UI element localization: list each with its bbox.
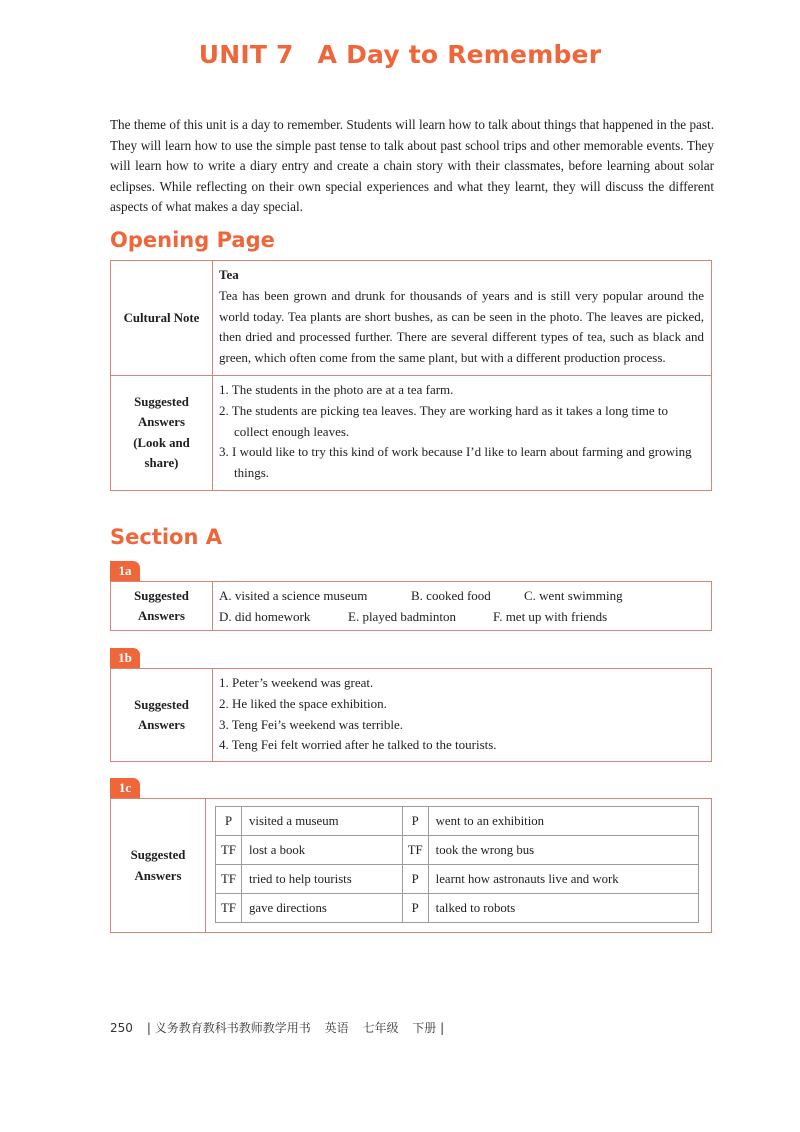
table-cell: TF [216,836,242,865]
unit-title [0,40,800,69]
subject: 英语 [324,1021,349,1035]
exercise-1c-content [206,799,712,933]
table-cell: went to an exhibition [428,807,698,836]
opening-answers-row [111,375,712,490]
exercise-1b-label [111,669,213,762]
table-cell: TF [402,836,428,865]
answer-item: 3. I would like to try this kind of work because I’d like to learn about farming and growing things. [219,444,692,481]
matching-table [215,806,699,923]
table-cell: P [402,865,428,894]
exercise-tag-1b: 1b [110,648,140,668]
section-a-heading: Section A [110,525,222,549]
answer-item: 1. The students in the photo are at a tea farm. [219,381,454,397]
answer-item: 4. Teng Fei felt worried after he talked to the tourists. [219,737,497,753]
cultural-note-text: Tea has been grown and drunk for thousands of years and is still very popular around the world today. Tea plants are short bushes, as can be seen in the photo. The leaves are picked, then dried and processed further. There are several different types of tea, such as black and green, which often come from the same plant, but with a different production process. [219,287,704,366]
label-line: Answers [134,868,182,883]
opening-answers-content [213,375,712,490]
table-row [216,807,699,836]
table-cell: tried to help tourists [242,865,403,894]
answer-item: 3. Teng Fei’s weekend was terrible. [219,716,404,732]
cultural-note-content [213,261,712,376]
cultural-note-label: Cultural Note [111,261,213,376]
table-row [216,865,699,894]
exercise-1c-label [111,799,206,933]
unit-name: A Day to Remember [317,40,602,69]
answer-option: D. did homework [219,608,311,624]
table-cell: P [402,807,428,836]
exercise-tag-1c: 1c [110,778,140,798]
grade: 七年级 [362,1021,399,1035]
table-cell: TF [216,894,242,923]
label-line: Suggested [134,394,189,409]
label-line: share) [144,456,179,471]
exercise-1a-label [111,582,213,631]
answer-row [219,606,704,627]
exercise-1a-table [110,581,712,631]
table-cell: took the wrong bus [428,836,698,865]
cultural-note-title: Tea [219,267,239,282]
label-line: Answers [138,718,185,733]
answer-option: F. met up with friends [493,608,608,624]
table-cell: gave directions [242,894,403,923]
page-number: 250 [110,1021,133,1035]
table-row [216,894,699,923]
label-line: (Look and [133,435,190,450]
answer-option: E. played badminton [348,608,456,624]
opening-answers-label [111,375,213,490]
label-line: Answers [138,609,185,623]
table-cell: P [216,807,242,836]
answer-option: A. visited a science museum [219,587,368,603]
exercise-1a-content [213,582,712,631]
table-row [216,836,699,865]
volume: 下册 [412,1021,437,1035]
unit-number: UNIT 7 [198,40,294,69]
exercise-1b-table [110,668,712,762]
table-cell: visited a museum [242,807,403,836]
book-title: 义务教育教科书教师教学用书 [154,1021,311,1035]
answer-option: C. went swimming [524,587,623,603]
answer-option: B. cooked food [411,587,491,603]
exercise-1c-table [110,798,712,933]
answer-row [219,585,704,606]
exercise-tag-1a: 1a [110,561,140,581]
label-line: Suggested [130,848,186,862]
unit-intro: The theme of this unit is a day to remember. Students will learn how to talk about things that happened in the past. They will learn how to use the simple past tense to talk about past school trips and other memorable events. They will learn how to write a diary entry and create a chain story with their classmates, before learning about solar eclipses. While reflecting on their own special experiences and what they learnt, they will discuss the different aspects of what makes a day special. [110,117,714,215]
label-line: Suggested [134,588,189,603]
page-footer: 250 | 义务教育教科书教师教学用书 英语 七年级 下册 | [110,1021,445,1035]
answer-item: 2. The students are picking tea leaves. They are working hard as it takes a long time to collect enough leaves. [219,402,668,439]
table-cell: talked to robots [428,894,698,923]
table-cell: lost a book [242,836,403,865]
exercise-1b-content [213,669,712,762]
answer-item: 1. Peter’s weekend was great. [219,675,374,690]
opening-page-table [110,260,712,491]
opening-page-heading: Opening Page [110,228,275,252]
table-cell: TF [216,865,242,894]
cultural-note-row [111,261,712,376]
label-line: Answers [138,415,185,430]
table-cell: learnt how astronauts live and work [428,865,698,894]
label-line: Suggested [134,697,189,712]
answer-item: 2. He liked the space exhibition. [219,695,387,711]
table-cell: P [402,894,428,923]
